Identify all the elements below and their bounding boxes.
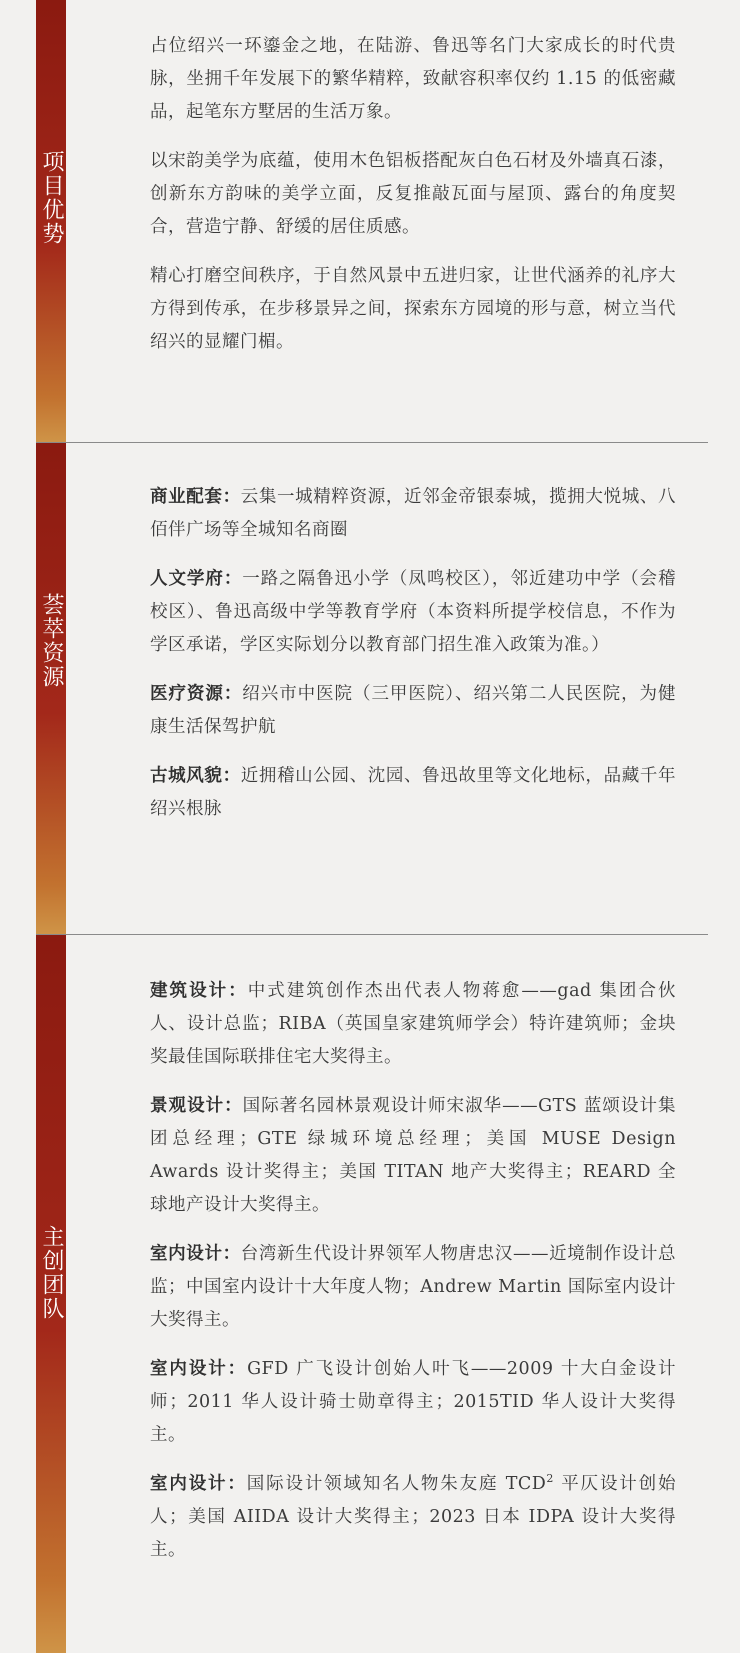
paragraph-text: GFD 广飞设计创始人叶飞——2009 十大白金设计师；2011 华人设计骑士勋章得主；2015TID 华人设计大奖得主。 [150,1359,676,1445]
paragraph-key: 室内设计： [150,1359,248,1379]
section-label: 项目优势 [39,150,64,246]
section-label: 荟萃资源 [39,593,64,689]
paragraph [150,975,676,1074]
paragraph-key: 商业配套： [150,487,241,507]
paragraph-key: 古城风貌： [150,766,241,786]
paragraph [150,1238,676,1337]
section-band [36,0,66,442]
section-resources [0,443,740,934]
section-creative-team [0,935,740,1653]
paragraph-key: 室内设计： [150,1474,247,1494]
paragraph-text: 国际著名园林景观设计师宋淑华——GTS 蓝颂设计集团总经理；GTE 绿城环境总经理；美国 MUSE Design Awards 设计奖得主；美国 TITAN 地产大奖得主；REARD 全球地产设计大奖得主。 [150,1096,677,1215]
paragraph: 占位绍兴一环鎏金之地，在陆游、鲁迅等名门大家成长的时代贵脉，坐拥千年发展下的繁华精粹，致献容积率仅约 1.15 的低密藏品，起笔东方墅居的生活万象。 [150,36,676,122]
paragraph-text: 国际设计领域知名人物朱友庭 TCD [246,1474,547,1494]
paragraph-key: 室内设计： [150,1244,241,1264]
paragraph [150,760,676,826]
section-project-advantages [0,0,740,442]
paragraph-text: 云集一城精粹资源，近邻金帝银泰城，揽拥大悦城、八佰伴广场等全城知名商圈 [150,487,677,540]
paragraph [150,481,676,547]
section-band [36,935,66,1653]
paragraph [150,1353,676,1452]
paragraph-text: 台湾新生代设计界领军人物唐忠汉——近境制作设计总监；中国室内设计十大年度人物；Andrew Martin 国际室内设计大奖得主。 [150,1244,677,1330]
paragraph-text: 中式建筑创作杰出代表人物蒋愈——gad 集团合伙人、设计总监；RIBA（英国皇家建筑师学会）特许建筑师；金块奖最佳国际联排住宅大奖得主。 [150,981,677,1067]
paragraph-text: 一路之隔鲁迅小学（凤鸣校区），邻近建功中学（会稽校区）、鲁迅高级中学等教育学府（本资料所提学校信息，不作为学区承诺，学区实际划分以教育部门招生准入政策为准。） [150,569,677,655]
paragraph [150,1090,676,1222]
paragraph [150,1468,676,1567]
paragraph-text-after: 平仄设计创始人；美国 AIIDA 设计大奖得主；2023 日本 IDPA 设计大奖得主。 [150,1474,677,1560]
section-content [150,30,676,375]
paragraph-text: 绍兴市中医院（三甲医院）、绍兴第二人民医院，为健康生活保驾护航 [150,684,677,737]
section-content [150,975,676,1583]
paragraph-key: 建筑设计： [150,981,248,1001]
paragraph-key: 医疗资源： [150,684,243,704]
paragraph-text: 近拥稽山公园、沈园、鲁迅故里等文化地标，品藏千年绍兴根脉 [150,766,677,819]
superscript: 2 [546,1472,554,1486]
paragraph-key: 人文学府： [150,569,243,589]
paragraph: 以宋韵美学为底蕴，使用木色铝板搭配灰白色石材及外墙真石漆，创新东方韵味的美学立面，反复推敲瓦面与屋顶、露台的角度契合，营造宁静、舒缓的居住质感。 [150,151,676,237]
paragraph [150,563,676,662]
section-band [36,443,66,934]
paragraph: 精心打磨空间秩序，于自然风景中五进归家，让世代涵养的礼序大方得到传承，在步移景异之间，探索东方园境的形与意，树立当代绍兴的显耀门楣。 [150,266,676,352]
section-label: 主创团队 [39,1225,64,1321]
paragraph-key: 景观设计： [150,1096,243,1116]
section-content [150,481,676,842]
paragraph [150,678,676,744]
